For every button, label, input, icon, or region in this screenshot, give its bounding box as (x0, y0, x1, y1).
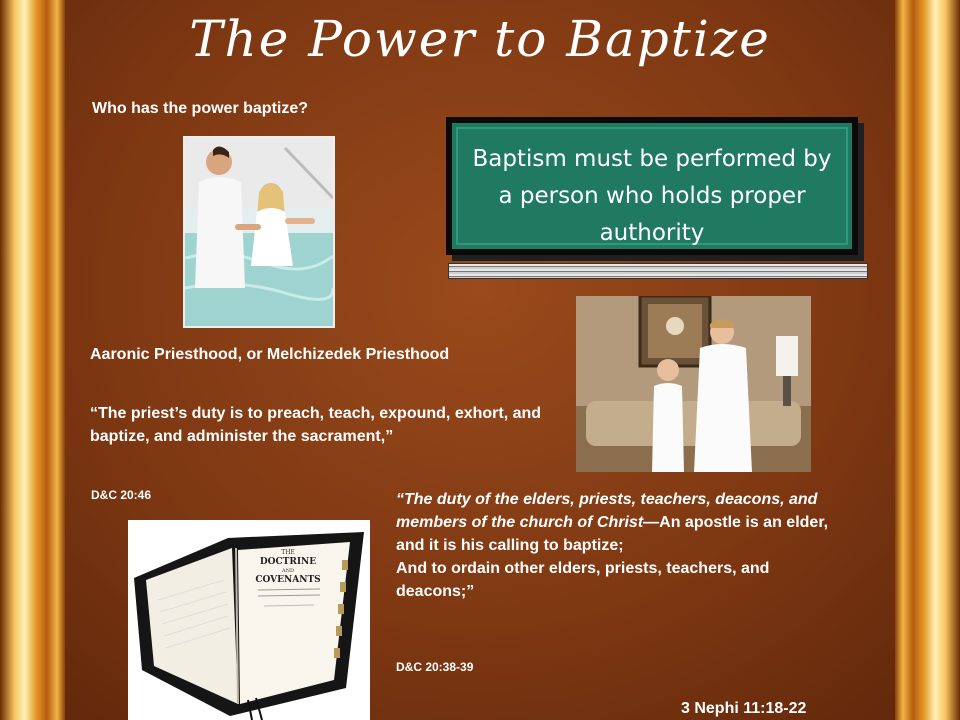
elders-duty-quote-line2: And to ordain other elders, priests, teachers, and deacons;” (396, 560, 770, 600)
baptism-photo (183, 136, 335, 328)
book-title-the: THE (281, 549, 295, 556)
citation-dc-20-46: D&C 20:46 (91, 488, 152, 502)
book-title-doctrine: DOCTRINE (259, 557, 317, 567)
elders-duty-quote (396, 488, 846, 603)
citation-dc-20-38-39: D&C 20:38-39 (396, 660, 474, 674)
elders-duty-quote-italic: “The duty of the elders, priests, teachers, deacons, and members of the church of Christ (396, 491, 818, 531)
question-text: Who has the power baptize? (92, 100, 309, 117)
doctrine-and-covenants-book-image (128, 520, 370, 720)
callout-text: Baptism must be performed by a person who holds proper authority (472, 146, 832, 246)
priesthood-text: Aaronic Priesthood, or Melchizedek Priesthood (90, 346, 450, 363)
slide-title: The Power to Baptize (189, 10, 771, 68)
citation-3-nephi: 3 Nephi 11:18-22 (681, 700, 807, 717)
left-curtain (0, 0, 65, 720)
callout-box (446, 117, 858, 255)
right-curtain (895, 0, 960, 720)
book-title-covenants: COVENANTS (255, 575, 321, 585)
baptism-candidates-photo (576, 296, 811, 472)
elders-duty-quote-line1: —An apostle is an elder, and it is his calling to baptize; (396, 514, 829, 554)
book-title-and: AND (282, 568, 294, 574)
callout-rails (448, 263, 868, 279)
authority-callout (446, 117, 870, 277)
priest-duty-quote: “The priest’s duty is to preach, teach, expound, exhort, and baptize, and administer the sacrament,” (90, 405, 542, 445)
